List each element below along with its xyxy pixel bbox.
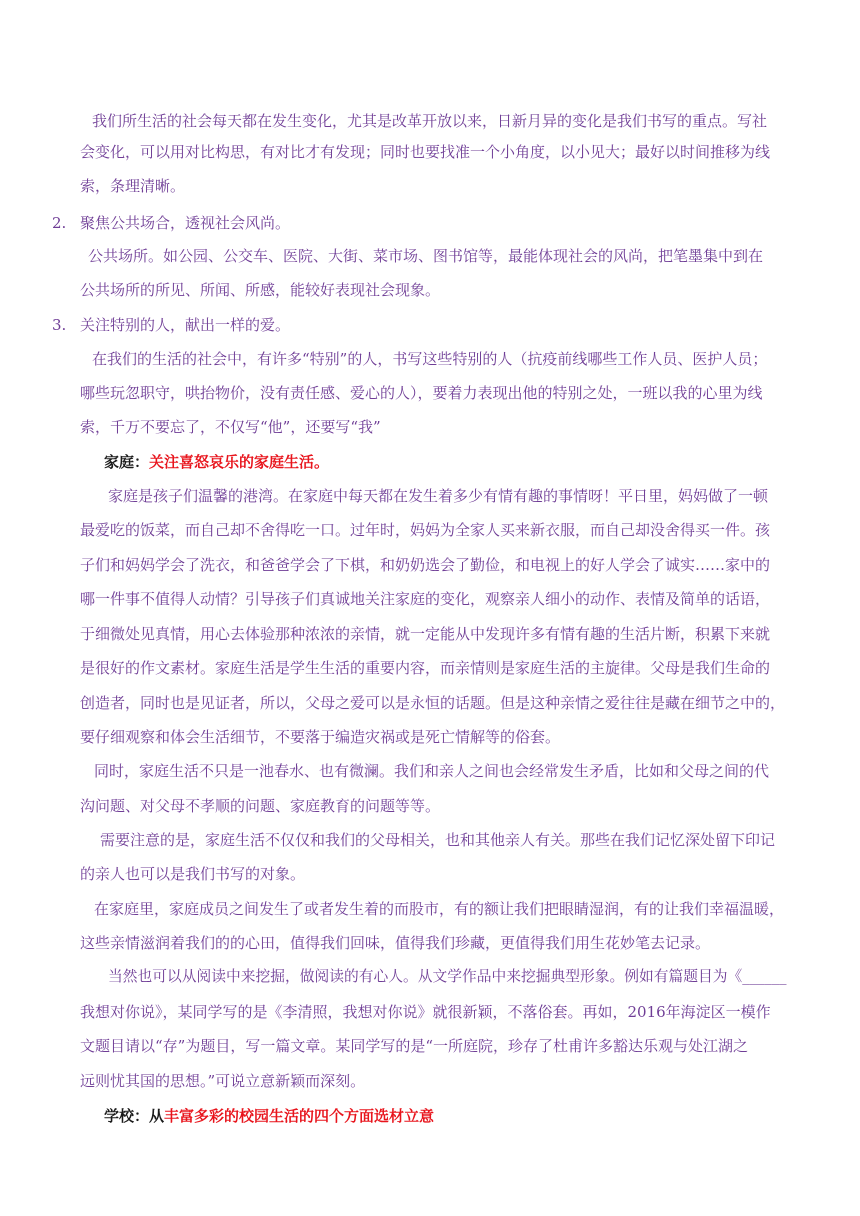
family-para-5-line-2: 我想对你说》，某同学写的是《李清照，我想对你说》就很新颖，不落俗套。再如，2016年海淀区一模作 bbox=[80, 1003, 771, 1021]
item-3-number: 3. bbox=[52, 316, 67, 334]
family-para-1-line-2: 最爱吃的饭菜，而自己却不舍得吃一口。过年时，妈妈为全家人买来新衣服，而自己却没舍得买一件。孩 bbox=[80, 521, 771, 539]
item-3-heading: 关注特别的人，献出一样的爱。 bbox=[80, 316, 291, 334]
family-label: 家庭： bbox=[104, 453, 150, 471]
family-para-4-line-2: 这些亲情滋润着我们的的心田，值得我们回味，值得我们珍藏，更值得我们用生花妙笔去记录。 bbox=[80, 934, 711, 952]
family-para-1-line-3: 子们和妈妈学会了洗衣，和爸爸学会了下棋，和奶奶选会了勤俭，和电视上的好人学会了诚实……家中的 bbox=[80, 556, 771, 574]
family-heading bbox=[104, 452, 329, 472]
school-label: 学校：从 bbox=[104, 1107, 165, 1125]
item-2-line-2: 公共场所的所见、所闻、所感，能较好表现社会现象。 bbox=[80, 281, 441, 299]
family-heading-text: 关注喜怒哀乐的家庭生活。 bbox=[149, 453, 330, 471]
family-para-1-line-4: 哪一件事不值得人动情？引导孩子们真诚地关注家庭的变化，观察亲人细小的动作、表情及简单的话语， bbox=[80, 590, 771, 608]
family-para-5-line-3: 文题目请以“存”为题目，写一篇文章。某同学写的是“一所庭院，珍存了杜甫许多豁达乐观与处江湖之 bbox=[80, 1037, 749, 1055]
family-para-1-line-7: 创造者，同时也是见证者，所以，父母之爱可以是永恒的话题。但是这种亲情之爱往往是藏在细节之中的， bbox=[80, 694, 786, 712]
item-2-line-1: 公共场所。如公园、公交车、医院、大街、菜市场、图书馆等，最能体现社会的风尚，把笔墨集中到在 bbox=[88, 247, 764, 265]
family-para-1-line-8: 要仔细观察和体会生活细节，不要落于编造灾祸或是死亡情解等的俗套。 bbox=[80, 728, 561, 746]
family-para-1-line-6: 是很好的作文素材。家庭生活是学生生活的重要内容，而亲情则是家庭生活的主旋律。父母是我们生命的 bbox=[80, 659, 771, 677]
family-para-2-line-2: 沟问题、对父母不孝顺的问题、家庭教育的问题等等。 bbox=[80, 797, 441, 815]
society-intro-line-2: 会变化，可以用对比构思，有对比才有发现；同时也要找准一个小角度，以小见大；最好以时间推移为线 bbox=[80, 143, 771, 161]
family-para-1-line-1: 家庭是孩子们温馨的港湾。在家庭中每天都在发生着多少有情有趣的事情呀！平日里，妈妈做了一顿 bbox=[108, 487, 769, 505]
school-heading-text: 丰富多彩的校园生活的四个方面选材立意 bbox=[164, 1107, 435, 1125]
item-3-line-2: 哪些玩忽职守，哄抬物价，没有责任感、爱心的人），要着力表现出他的特别之处，一班以我的心里为线 bbox=[80, 384, 763, 402]
family-para-1-line-5: 于细微处见真情，用心去体验那种浓浓的亲情，就一定能从中发现许多有情有趣的生活片断，积累下来就 bbox=[80, 625, 771, 643]
family-para-4-line-1: 在家庭里，家庭成员之间发生了或者发生着的而股市，有的额让我们把眼睛湿润，有的让我们幸福温暖， bbox=[94, 900, 785, 918]
item-2-number: 2. bbox=[52, 214, 67, 232]
item-2-heading: 聚焦公共场合，透视社会风尚。 bbox=[80, 214, 291, 232]
family-para-5-line-1: 当然也可以从阅读中来挖掘，做阅读的有心人。从文学作品中来挖掘典型形象。例如有篇题目为《______ bbox=[108, 968, 787, 985]
society-intro-line-1: 我们所生活的社会每天都在发生变化，尤其是改革开放以来，日新月异的变化是我们书写的重点。写社 bbox=[92, 112, 768, 130]
item-3-line-1: 在我们的生活的社会中，有许多“特别”的人，书写这些特别的人（抗疫前线哪些工作人员、医护人员； bbox=[92, 350, 768, 368]
family-para-2-line-1: 同时，家庭生活不只是一池春水、也有微澜。我们和亲人之间也会经常发生矛盾，比如和父母之间的代 bbox=[94, 762, 770, 780]
society-intro-line-3: 索，条理清晰。 bbox=[80, 177, 186, 195]
item-3-line-3: 索，千万不要忘了，不仅写“他”，还要写“我” bbox=[80, 418, 381, 436]
family-para-5-line-4: 远则忧其国的思想。”可说立意新颖而深刻。 bbox=[80, 1072, 366, 1090]
school-heading bbox=[104, 1106, 434, 1126]
family-para-3-line-1: 需要注意的是，家庭生活不仅仅和我们的父母相关，也和其他亲人有关。那些在我们记忆深处留下印记 bbox=[100, 831, 776, 849]
family-para-3-line-2: 的亲人也可以是我们书写的对象。 bbox=[80, 865, 306, 883]
